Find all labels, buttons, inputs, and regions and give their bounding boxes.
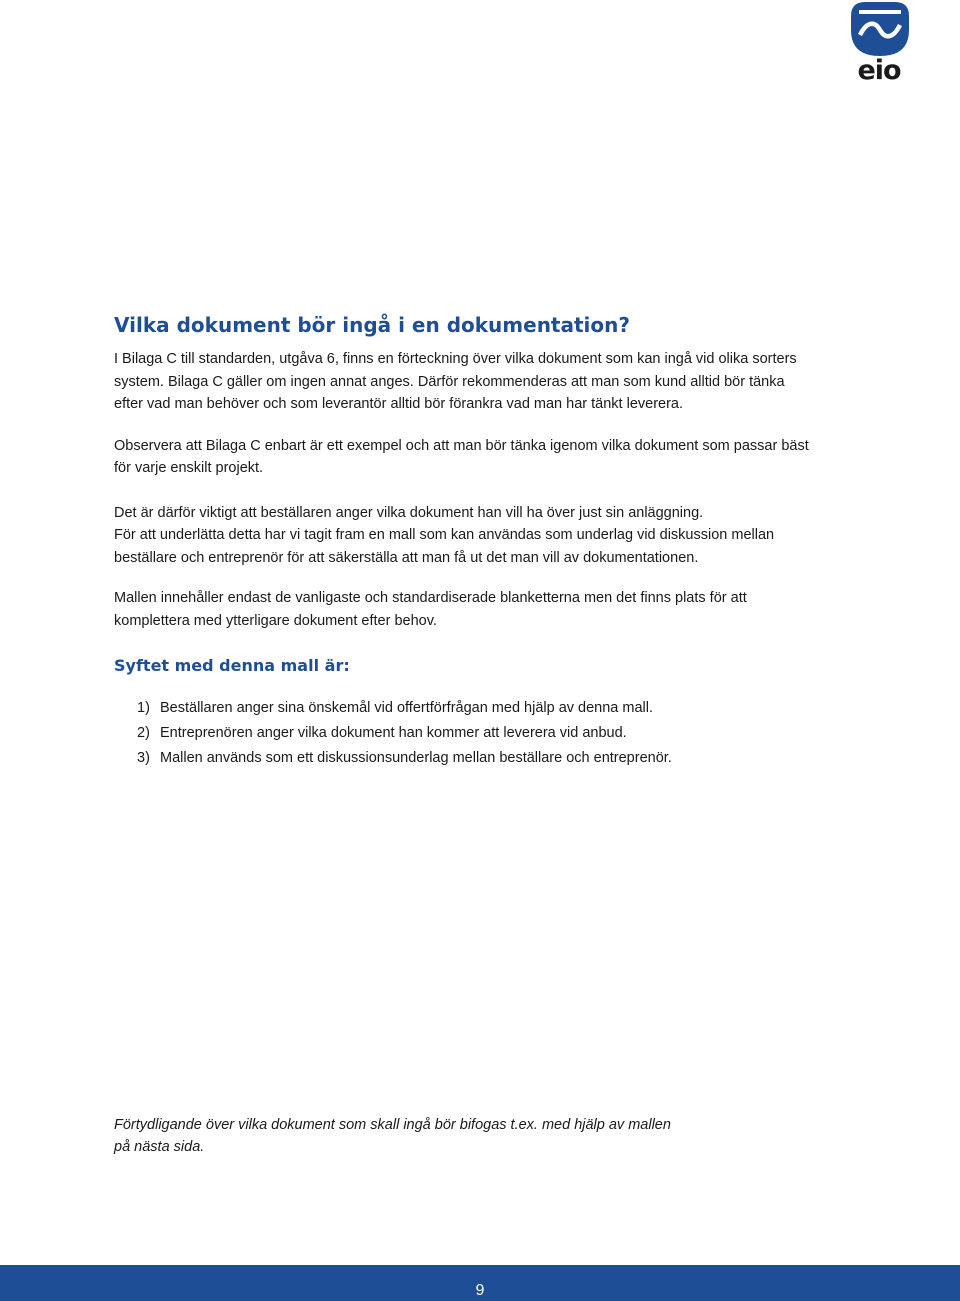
paragraph-intro: I Bilaga C till standarden, utgåva 6, finns en förteckning över vilka dokument som kan ingå vid olika sorters system. Bilaga C gäller om ingen annat anges. Därför rekommenderas att man som kund alltid bör tänka efter vad man behöver och som leverantör alltid bör förankra vad man har tänkt leverera.: [114, 351, 797, 412]
logo-wordmark: eio: [857, 55, 901, 86]
purpose-list: [114, 696, 814, 771]
list-item-number: 2): [137, 725, 150, 741]
list-item-number: 1): [137, 700, 150, 716]
list-item-text: Entreprenören anger vilka dokument han kommer att leverera vid anbud.: [160, 725, 627, 741]
eio-logo: [846, 0, 912, 88]
list-item: [137, 696, 814, 721]
list-item-text: Beställaren anger sina önskemål vid offertförfrågan med hjälp av denna mall.: [160, 700, 654, 716]
list-item: [137, 746, 814, 771]
list-item: [137, 721, 814, 746]
list-item-text: Mallen används som ett diskussionsunderlag mellan beställare och entreprenör.: [160, 750, 672, 766]
footer-bar: [0, 1265, 960, 1301]
clarification-note: Förtydligande över vilka dokument som skall ingå bör bifogas t.ex. med hjälp av mallen på nästa sida.: [114, 1117, 671, 1155]
page-number: 9: [475, 1282, 485, 1299]
paragraph-note: Observera att Bilaga C enbart är ett exempel och att man bör tänka igenom vilka dokument som passar bäst för varje enskilt projekt.: [114, 437, 809, 476]
main-content: [114, 310, 814, 771]
page-heading: Vilka dokument bör ingå i en dokumentation?: [114, 313, 630, 337]
purpose-heading: Syftet med denna mall är:: [114, 656, 350, 675]
paragraph-importance: Det är därför viktigt att beställaren anger vilka dokument han vill ha över just sin anläggning.: [114, 504, 704, 521]
paragraph-template: För att underlätta detta har vi tagit fram en mall som kan användas som underlag vid diskussion mellan beställare och entreprenör för att säkerställa att man få ut det man vill av dokumentationen.: [114, 527, 775, 566]
paragraph-contents: Mallen innehåller endast de vanligaste och standardiserade blanketterna men det finns plats för att komplettera med ytterligare dokument efter behov.: [114, 590, 747, 629]
wave-icon: [851, 2, 909, 56]
list-item-number: 3): [137, 750, 150, 766]
